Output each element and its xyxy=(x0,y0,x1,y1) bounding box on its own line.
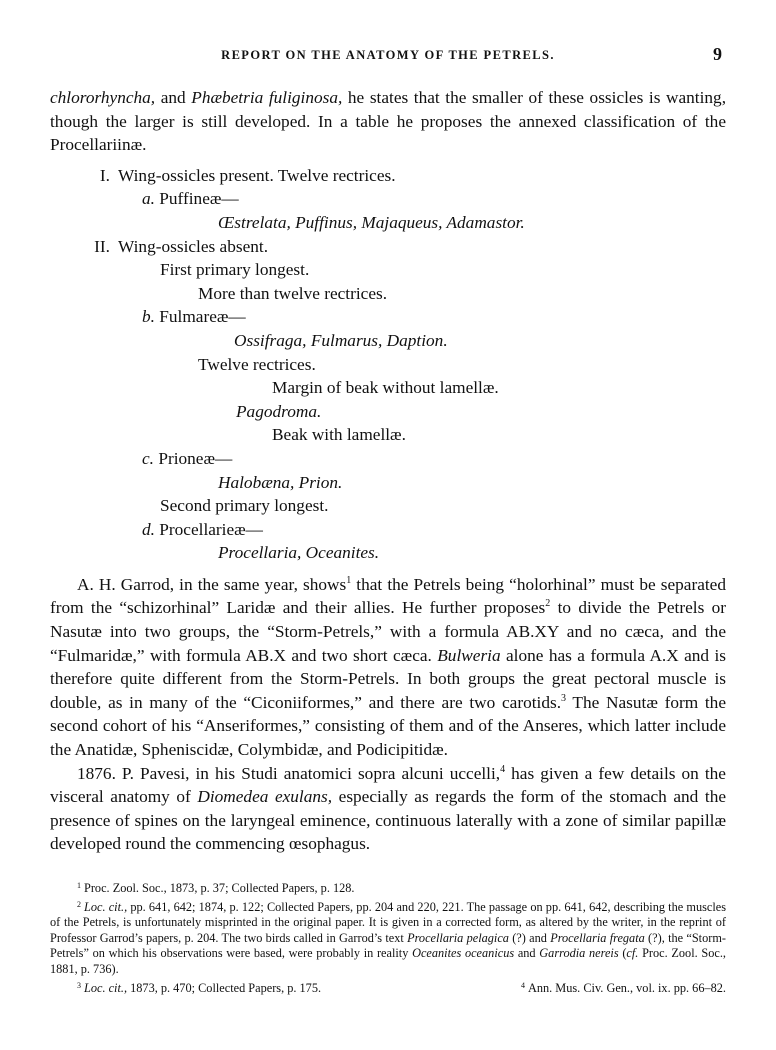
garrod-paragraph xyxy=(50,573,726,762)
citation: cf. xyxy=(626,946,639,961)
footnote-mark: 1 xyxy=(77,881,81,890)
genera-list: Pagodroma. xyxy=(236,401,322,421)
group-name: Fulmareæ— xyxy=(159,307,246,327)
genera-list: Ossifraga, Fulmarus, Daption. xyxy=(234,330,448,350)
intro-paragraph xyxy=(50,86,726,157)
footnote-4 xyxy=(521,978,726,997)
group-letter: c. xyxy=(142,448,154,468)
class-text: Margin of beak without lamellæ. xyxy=(272,378,499,398)
class-text: Beak with lamellæ. xyxy=(272,425,406,445)
class-row xyxy=(50,471,726,495)
class-row xyxy=(50,447,726,471)
footnote-ref: 4 xyxy=(500,763,506,775)
class-row xyxy=(50,235,726,259)
text-run: A. H. Garrod, in the same year, shows xyxy=(77,574,347,594)
text-run: The Nasutæ form the second cohort of his “Anseriformes,” consisting of them and of the Anseres, which latter include the Anatidæ, Spheniscidæ, Colymbidæ, and Podicipitidæ. xyxy=(50,692,726,760)
class-text: Second primary longest. xyxy=(160,496,329,516)
class-text: Wing-ossicles present. Twelve rectrices. xyxy=(118,165,396,185)
group-name: Procellarieæ— xyxy=(159,519,263,539)
footnote-2 xyxy=(50,897,726,978)
class-row xyxy=(50,518,726,542)
genera-list: Halobæna, Prion. xyxy=(218,472,343,492)
class-row xyxy=(50,541,726,565)
class-row xyxy=(50,423,726,447)
genera-list: Œstrelata, Puffinus, Majaqueus, Adamastor. xyxy=(218,212,525,232)
class-row xyxy=(50,187,726,211)
footnote-text: 1873, p. 470; Collected Papers, p. 175. xyxy=(127,980,322,995)
footnote-text: Proc. Zool. Soc., 1881, p. 736). xyxy=(50,946,726,976)
species-name: Procellaria fregata xyxy=(550,930,645,945)
text-run: to divide the Petrels or Nasutæ into two groups, the “Storm-Petrels,” with a formula AB.XY and no cæca, and the “Fulmaridæ,” with formula AB.X and two short cæca. xyxy=(50,598,726,665)
citation: Loc. cit., xyxy=(84,899,128,914)
class-text: More than twelve rectrices. xyxy=(198,283,388,303)
class-row xyxy=(50,376,726,400)
class-row xyxy=(50,494,726,518)
footnote-text: and xyxy=(514,946,540,961)
species-name: Phæbetria fuliginosa, xyxy=(191,88,343,107)
footnote-ref: 2 xyxy=(545,598,551,610)
species-name: Diomedea exulans, xyxy=(197,787,333,807)
text-run: that the Petrels being “holorhinal” must be separated from the “schizorhinal” Laridæ and their allies. He further proposes xyxy=(50,574,726,618)
text-run: has given a few details on the visceral anatomy of xyxy=(50,763,726,807)
species-name: Garrodia nereis xyxy=(539,946,619,961)
footnote-text: pp. 641, 642; 1874, p. 122; Collected Papers, pp. 204 and 220, 221. The passage on pp. 641, 642, describing the muscles of the Petrels, is unfortunately misprinted in the original paper. It is given in a corrected form, as altered by the writer, in the reprint of Professor Garrod’s papers, p. 204. The two birds called in Garrod’s text xyxy=(50,899,726,945)
roman-numeral: I. xyxy=(99,165,110,185)
class-row xyxy=(50,211,726,235)
class-text: First primary longest. xyxy=(160,260,310,280)
class-text: Wing-ossicles absent. xyxy=(118,236,269,256)
group-letter: b. xyxy=(142,307,155,327)
page-number: 9 xyxy=(713,44,722,64)
species-name: Bulweria xyxy=(437,645,501,665)
class-row xyxy=(50,353,726,377)
text-run: and xyxy=(155,88,192,107)
footnote-ref: 3 xyxy=(561,692,567,704)
pavesi-paragraph xyxy=(50,762,726,856)
footnote-mark: 4 xyxy=(520,980,525,990)
citation: Loc. cit., xyxy=(84,980,128,995)
footnote-text: ( xyxy=(618,946,627,961)
species-name: Oceanites oceanicus xyxy=(412,946,515,961)
group-letter: d. xyxy=(142,519,155,539)
text-run: 1876. P. Pavesi, in his Studi anatomici sopra alcuni uccelli, xyxy=(77,763,501,783)
classification-table xyxy=(50,164,726,565)
footnote-text: Proc. Zool. Soc., 1873, p. 37; Collected Papers, p. 128. xyxy=(84,881,355,895)
group-letter: a. xyxy=(142,189,155,209)
footnote-3 xyxy=(77,978,321,997)
page-body xyxy=(50,86,726,856)
class-row xyxy=(50,400,726,424)
footnote-text: Ann. Mus. Civ. Gen., vol. ix. pp. 66–82. xyxy=(527,980,726,995)
class-row xyxy=(50,258,726,282)
footnote-mark: 3 xyxy=(77,980,81,990)
footnote-text: (?) and xyxy=(508,930,551,945)
species-name: Procellaria pelagica xyxy=(407,930,509,945)
footnote-ref: 1 xyxy=(346,574,352,586)
text-run: alone has a formula A.X and is therefore quite different from the Storm-Petrels. In both groups the great pectoral muscle is double, as in many of the “Ciconiiformes,” and there are two carotids. xyxy=(50,645,726,712)
running-title: REPORT ON THE ANATOMY OF THE PETRELS. xyxy=(221,48,555,62)
footnote-row xyxy=(50,978,726,997)
class-row xyxy=(50,282,726,306)
group-name: Puffineæ— xyxy=(159,189,239,209)
footnote-text: (?), the “Storm-Petrels” on which his observations were based, were probably in reality xyxy=(50,930,726,961)
footnote-mark: 2 xyxy=(77,899,81,909)
species-name: chlororhyncha, xyxy=(50,88,156,107)
class-row xyxy=(50,164,726,188)
running-header xyxy=(50,44,726,66)
footnotes xyxy=(50,878,726,996)
genera-list: Procellaria, Oceanites. xyxy=(218,543,380,563)
footnote-1 xyxy=(50,878,726,897)
text-run: he states that the smaller of these ossicles is wanting, though the larger is still developed. In a table he proposes the annexed classification of the Procellariinæ. xyxy=(50,88,727,155)
group-name: Prioneæ— xyxy=(158,448,233,468)
text-run: especially as regards the form of the stomach and the presence of spines on the laryngeal eminence, continuous laterally with a zone of similar papillæ developed round the commencing œsophagus. xyxy=(50,787,727,854)
roman-numeral: II. xyxy=(94,236,110,256)
class-row xyxy=(50,305,726,329)
class-text: Twelve rectrices. xyxy=(198,354,316,374)
class-row xyxy=(50,329,726,353)
